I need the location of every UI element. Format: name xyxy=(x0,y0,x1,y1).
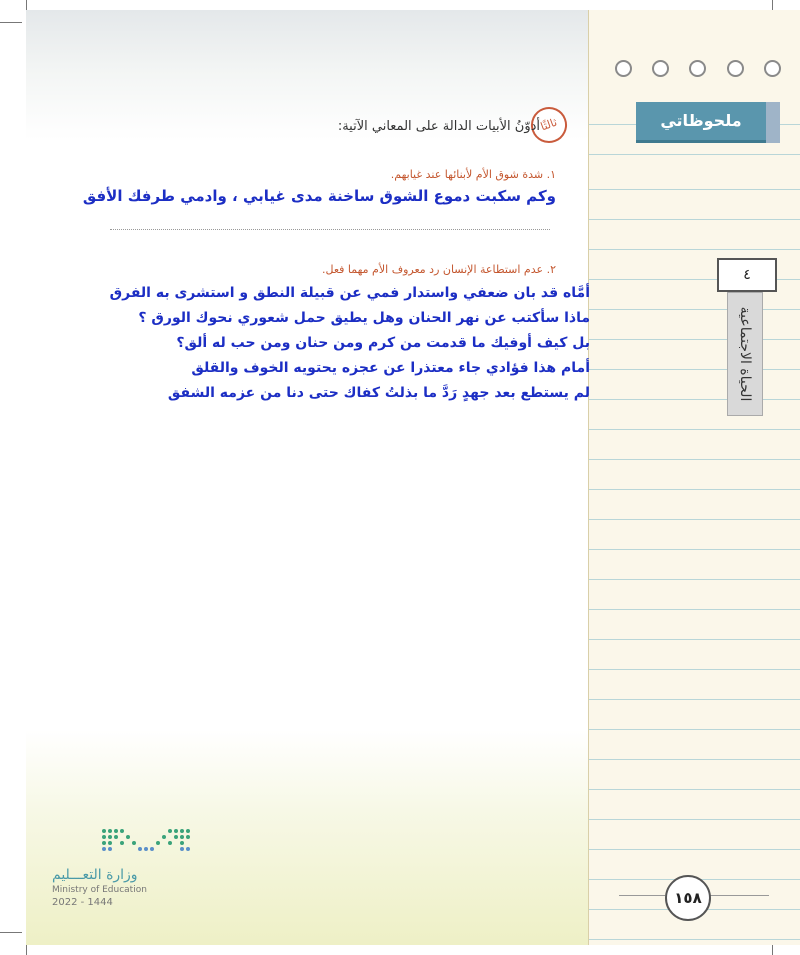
verse-line: بل كيف أوفيك ما قدمت من كرم ومن حنان ومن حب له ألق؟ xyxy=(176,335,590,351)
workbook-page xyxy=(26,10,588,945)
chapter-title-tag xyxy=(727,292,763,416)
ministry-name-arabic: وزارة التعـــليم xyxy=(52,867,138,883)
item-prompt: ٢. عدم استطاعة الإنسان رد معروف الأم مهما فعل. xyxy=(322,263,556,276)
chapter-number: ٤ xyxy=(717,258,777,292)
ministry-name-english: Ministry of Education xyxy=(52,885,147,895)
notes-tab-shadow xyxy=(766,102,780,143)
section-badge: ثالثًا xyxy=(526,102,572,148)
dotted-answer-line xyxy=(110,229,550,230)
crop-mark xyxy=(26,945,27,955)
binder-ring-icon xyxy=(615,60,632,77)
page-number: ١٥٨ xyxy=(665,875,711,921)
notes-tab: ملحوظاتي xyxy=(636,102,766,143)
edition-year: 2022 - 1444 xyxy=(52,897,113,908)
verse-line: أمام هذا فؤادي جاء معتذرا عن عجزه يحتويه الخوف والقلق xyxy=(191,360,590,376)
verse-line: أمَّاه قد بان ضعفي واستدار فمي عن قبيلة النطق و استشرى به الفرق xyxy=(109,285,590,301)
ministry-logo-icon xyxy=(98,825,194,861)
sidebar-header-area xyxy=(589,10,800,100)
binder-ring-icon xyxy=(727,60,744,77)
verse-line: لم يستطع بعد جهدٍ رَدَّ ما بذلتُ كفاك حتى دنا من عزمه الشفق xyxy=(167,385,590,401)
crop-mark xyxy=(0,932,22,933)
exercise-instruction: أدوّنُ الأبيات الدالة على المعاني الآتية: xyxy=(337,119,540,134)
binder-ring-icon xyxy=(689,60,706,77)
crop-mark xyxy=(26,0,27,10)
notes-sidebar xyxy=(588,10,800,945)
chapter-title: الحياة الاجتماعية xyxy=(737,306,753,402)
binder-ring-icon xyxy=(652,60,669,77)
crop-mark xyxy=(0,22,22,23)
binder-ring-icon xyxy=(764,60,781,77)
page-number-rule xyxy=(709,895,769,896)
ministry-logo xyxy=(52,825,202,915)
crop-mark xyxy=(772,945,773,955)
crop-mark xyxy=(772,0,773,10)
verse-line: ماذا سأكتب عن نهر الحنان وهل يطيق حمل شعوري نحوك الورق ؟ xyxy=(138,310,590,326)
item-prompt: ١. شدة شوق الأم لأبنائها عند غيابهم. xyxy=(390,168,556,181)
item-answer: وكم سكبت دموع الشوق ساخنة مدى غيابي ، وادمي طرفك الأفق xyxy=(82,187,556,205)
page-number-rule xyxy=(619,895,665,896)
